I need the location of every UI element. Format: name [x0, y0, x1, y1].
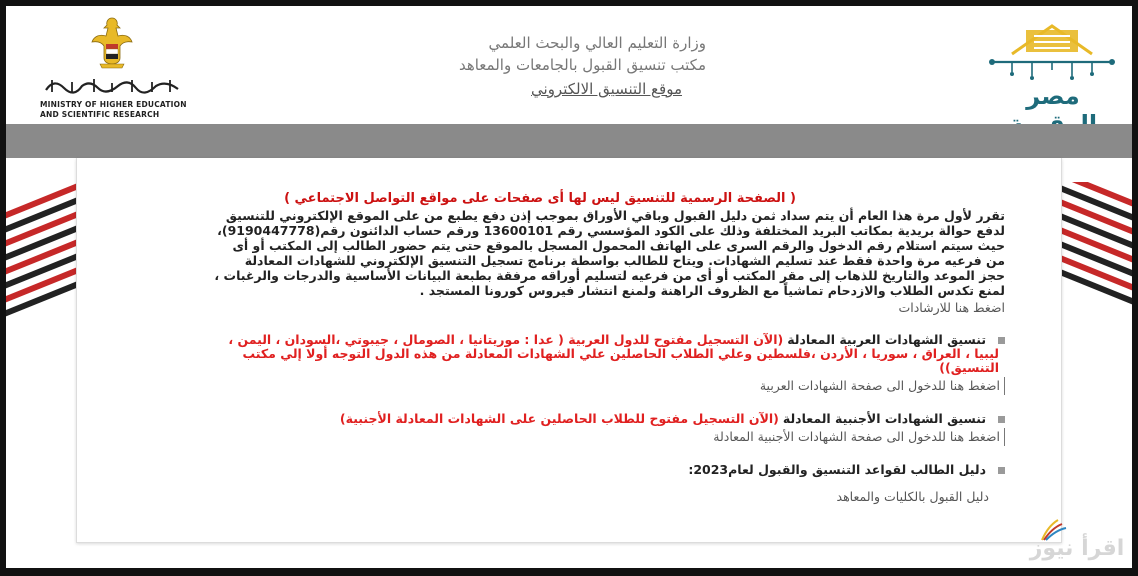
intro-line: لمنع تكدس الطلاب والازدحام تماشياً مع الظروف الراهنة ولمنع انتشار فيروس كورونا المستجد .	[419, 283, 1005, 298]
bullet-square-icon	[998, 337, 1005, 344]
arab-certificates-link[interactable]: اضغط هنا للدخول الى صفحة الشهادات العربية	[145, 377, 1005, 395]
header-titles	[406, 32, 706, 102]
ministry-english-line-1: MINISTRY OF HIGHER EDUCATION	[40, 100, 187, 109]
ministry-english-line-2: AND SCIENTIFIC RESEARCH	[40, 110, 160, 119]
intro-line: حيث سيتم استلام رقم الدخول والرقم السرى على الهاتف المحمول المسجل بالموقع حتى يتم حضور الطالب إلى المكتب أو أى	[232, 238, 1005, 253]
registration-status: (الآن التسجيل مفتوح للدول العربية ( عدا : موريتانيا ، الصومال ، جيبوتي ،السودان ، اليمن ،	[228, 332, 784, 347]
page-frame	[6, 6, 1132, 568]
ministry-logo[interactable]	[34, 12, 194, 120]
student-guide-section	[145, 462, 1005, 504]
digital-egypt-icon	[982, 14, 1122, 84]
section-label: تنسيق الشهادات الأجنبية المعادلة	[782, 411, 987, 426]
intro-line: من فرعيه مرة واحدة فقط عند تسليم الشهادات. ويتاح للطالب بواسطة برنامج تسجيل التنسيق الإلكتروني للشهادات المعادلة	[244, 253, 1005, 268]
content-card	[76, 158, 1062, 543]
right-flag-stripes	[1062, 182, 1132, 332]
iqraa-news-watermark	[1022, 518, 1132, 568]
registration-status-continued: ليبيا ، العراق ، سوريا ، الأردن ،فلسطين وعلي الطلاب الحاصلين علي الشهادات المعادلة من هذه الدول التوجه أولا إلي مكتب	[242, 346, 999, 361]
student-guide-title: دليل الطالب لقواعد التنسيق والقبول لعام2023:	[688, 462, 987, 477]
header-divider-band	[6, 124, 1132, 158]
arab-certificates-section	[145, 332, 1005, 395]
egypt-eagle-icon	[90, 14, 134, 70]
left-flag-stripes	[6, 182, 76, 332]
digital-egypt-logo[interactable]	[982, 14, 1122, 114]
ministry-arabic-name-logo	[42, 74, 182, 96]
section-title	[145, 411, 1005, 426]
ministry-title: وزارة التعليم العالي والبحث العلمي	[488, 34, 706, 52]
registration-status-continued: التنسيق))	[939, 360, 999, 375]
site-header	[6, 6, 1132, 124]
section-label: تنسيق الشهادات العربية المعادلة	[787, 332, 987, 347]
digital-egypt-brand-text: مصر	[1026, 82, 1080, 110]
foreign-certificates-link[interactable]: اضغط هنا للدخول الى صفحة الشهادات الأجنبية المعادلة	[145, 428, 1005, 446]
admission-guide-link[interactable]: دليل القبول بالكليات والمعاهد	[836, 489, 989, 504]
site-title-link[interactable]: موقع التنسيق الالكتروني	[531, 80, 682, 98]
bullet-square-icon	[998, 416, 1005, 423]
registration-status: (الآن التسجيل مفتوح للطلاب الحاصلين على الشهادات المعادلة الأجنبية)	[339, 411, 779, 426]
intro-line: حجز الموعد والتاريخ للذهاب إلى مقر المكتب أو أى من فرعيه لتسليم أوراقه مرفقة بطبعة البيانات الأساسية والدرجات والرغبات ،	[214, 268, 1005, 283]
guidance-link[interactable]: اضغط هنا للارشادات	[898, 300, 1005, 315]
bullet-square-icon	[998, 467, 1005, 474]
content-body	[145, 190, 1005, 504]
foreign-certificates-section	[145, 411, 1005, 446]
office-title: مكتب تنسيق القبول بالجامعات والمعاهد	[458, 56, 706, 74]
section-title	[145, 332, 1005, 347]
section-title	[145, 462, 1005, 477]
official-page-notice: ( الصفحة الرسمية للتنسيق ليس لها أى صفحات على مواقع التواصل الاجتماعي )	[284, 191, 796, 206]
intro-line: تقرر لأول مرة هذا العام أن يتم سداد ثمن دليل القبول وباقي الأوراق بموجب إذن دفع يطبع من على الموقع الإلكتروني للتنسيق	[225, 208, 1005, 223]
intro-paragraph	[145, 208, 1005, 298]
watermark-text: اقرأ نيوز	[1029, 536, 1125, 561]
intro-line: لدفع حوالة بريدية بمكاتب البريد المختلفة وذلك على الكود المؤسسي رقم 13600101 ورقم حساب الدائنون رقم(9190447778)،	[217, 223, 1005, 238]
